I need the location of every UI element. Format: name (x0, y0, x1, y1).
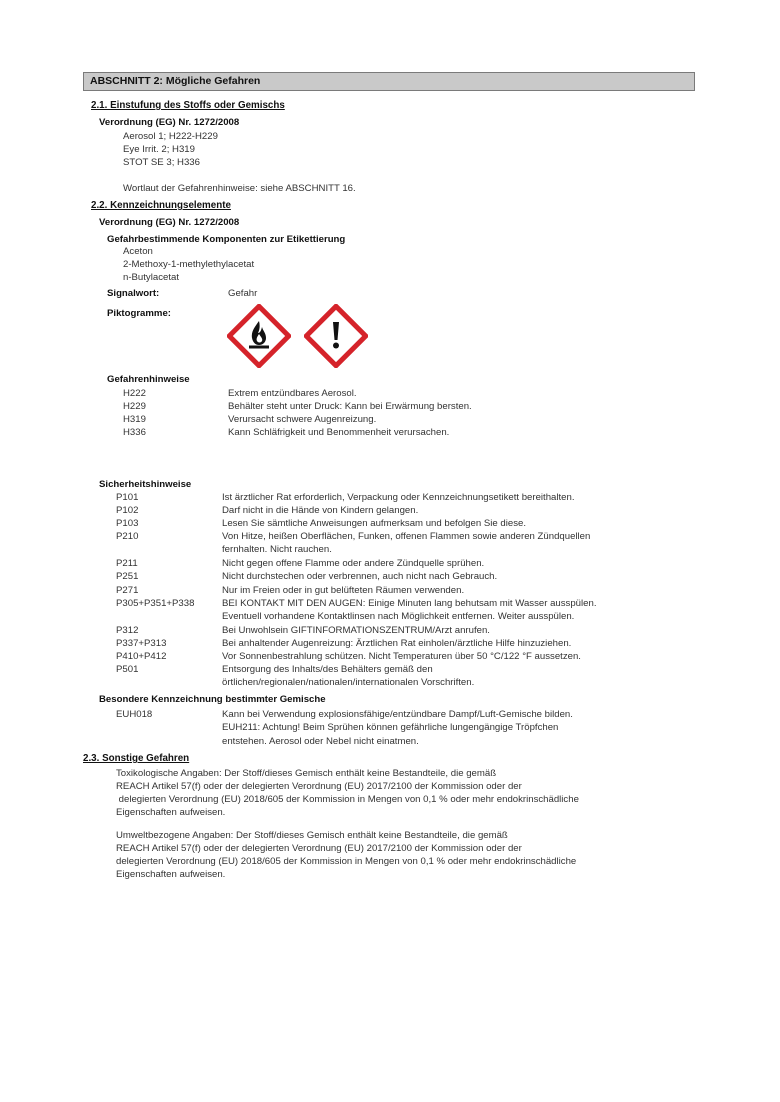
special-code: EUH018 (116, 709, 153, 720)
precaution-code: P501 (116, 664, 139, 675)
env-line: REACH Artikel 57(f) oder der delegierten Verordnung (EU) 2017/2100 der Kommission oder der (116, 843, 522, 854)
component-item: 2-Methoxy-1-methylethylacetat (123, 259, 255, 270)
s22-regulation: Verordnung (EG) Nr. 1272/2008 (99, 217, 240, 228)
precautionary-statements-label: Sicherheitshinweise (99, 479, 192, 490)
env-line: delegierten Verordnung (EU) 2018/605 der Kommission in Mengen von 0,1 % oder mehr endokrinschädliche (116, 856, 577, 867)
s21-regulation: Verordnung (EG) Nr. 1272/2008 (99, 117, 240, 128)
precaution-text: Nicht durchstechen oder verbrennen, auch nicht nach Gebrauch. (222, 571, 498, 582)
tox-line: Eigenschaften aufweisen. (116, 807, 226, 818)
precaution-code: P211 (116, 558, 138, 569)
precaution-text: Eventuell vorhandene Kontaktlinsen nach Möglichkeit entfernen. Weiter ausspülen. (222, 611, 575, 622)
classification-item: STOT SE 3; H336 (123, 157, 200, 168)
precaution-text: Ist ärztlicher Rat erforderlich, Verpackung oder Kennzeichnungsetikett bereithalten. (222, 492, 575, 503)
hazard-code: H319 (123, 414, 146, 425)
hazard-code: H222 (123, 388, 146, 399)
hazard-text: Verursacht schwere Augenreizung. (228, 414, 377, 425)
signal-word-label: Signalwort: (107, 288, 160, 299)
ghs02-flame-icon (227, 304, 291, 368)
special-text: EUH211: Achtung! Beim Sprühen können gefährliche lungengängige Tröpfchen (222, 722, 559, 733)
precaution-code: P210 (116, 531, 139, 542)
precaution-code: P271 (116, 585, 139, 596)
tox-line: Toxikologische Angaben: Der Stoff/dieses Gemisch enthält keine Bestandteile, die gemäß (116, 768, 497, 779)
precaution-text: Nur im Freien oder in gut belüfteten Räumen verwenden. (222, 585, 465, 596)
hazard-code: H229 (123, 401, 146, 412)
classification-item: Eye Irrit. 2; H319 (123, 144, 195, 155)
tox-line: delegierten Verordnung (EU) 2018/605 der Kommission in Mengen von 0,1 % oder mehr endokrinschädliche (116, 794, 579, 805)
precaution-text: Nicht gegen offene Flamme oder andere Zündquelle sprühen. (222, 558, 485, 569)
special-text: entstehen. Aerosol oder Nebel nicht einatmen. (222, 736, 419, 747)
precaution-text: BEI KONTAKT MIT DEN AUGEN: Einige Minuten lang behutsam mit Wasser ausspülen. (222, 598, 597, 609)
pictograms-label: Piktogramme: (107, 308, 171, 319)
precaution-code: P410+P412 (116, 651, 167, 662)
ghs07-exclamation-icon (304, 304, 368, 368)
precaution-code: P305+P351+P338 (116, 598, 195, 609)
precaution-code: P102 (116, 505, 139, 516)
special-labelling-label: Besondere Kennzeichnung bestimmter Gemische (99, 694, 326, 705)
precaution-code: P337+P313 (116, 638, 167, 649)
section-2-1-heading: 2.1. Einstufung des Stoffs oder Gemischs (91, 100, 285, 111)
s21-note: Wortlaut der Gefahrenhinweise: siehe ABSCHNITT 16. (123, 183, 356, 194)
env-line: Umweltbezogene Angaben: Der Stoff/dieses Gemisch enthält keine Bestandteile, die gemäß (116, 830, 508, 841)
toxicological-info (116, 767, 656, 819)
precaution-text: Entsorgung des Inhalts/des Behälters gemäß den (222, 664, 433, 675)
precaution-code: P312 (116, 625, 139, 636)
precaution-code: P103 (116, 518, 139, 529)
hazard-text: Kann Schläfrigkeit und Benommenheit verursachen. (228, 427, 450, 438)
section-2-3-heading: 2.3. Sonstige Gefahren (83, 753, 190, 764)
hazard-statements-label: Gefahrenhinweise (107, 374, 190, 385)
precaution-text: fernhalten. Nicht rauchen. (222, 544, 332, 555)
env-line: Eigenschaften aufweisen. (116, 869, 226, 880)
precaution-text: örtlichen/regionalen/nationalen/internationalen Vorschriften. (222, 677, 475, 688)
special-text: Kann bei Verwendung explosionsfähige/entzündbare Dampf/Luft-Gemische bilden. (222, 709, 573, 720)
precaution-text: Darf nicht in die Hände von Kindern gelangen. (222, 505, 419, 516)
hazard-text: Behälter steht unter Druck: Kann bei Erwärmung bersten. (228, 401, 472, 412)
classification-item: Aerosol 1; H222-H229 (123, 131, 218, 142)
precaution-text: Bei anhaltender Augenreizung: Ärztlichen Rat einholen/ärztliche Hilfe hinzuziehen. (222, 638, 572, 649)
precaution-code: P251 (116, 571, 139, 582)
components-label: Gefahrbestimmende Komponenten zur Etikettierung (107, 234, 346, 245)
section-2-2-heading: 2.2. Kennzeichnungselemente (91, 200, 231, 211)
precaution-text: Vor Sonnenbestrahlung schützen. Nicht Temperaturen über 50 °C/122 °F aussetzen. (222, 651, 581, 662)
precaution-code: P101 (116, 492, 139, 503)
component-item: n-Butylacetat (123, 272, 179, 283)
precaution-text: Lesen Sie sämtliche Anweisungen aufmerksam und befolgen Sie diese. (222, 518, 526, 529)
component-item: Aceton (123, 246, 153, 257)
hazard-text: Extrem entzündbares Aerosol. (228, 388, 357, 399)
signal-word-value: Gefahr (228, 288, 258, 299)
hazard-code: H336 (123, 427, 146, 438)
tox-line: REACH Artikel 57(f) oder der delegierten Verordnung (EU) 2017/2100 der Kommission oder der (116, 781, 522, 792)
section-title-bar: ABSCHNITT 2: Mögliche Gefahren (83, 72, 695, 91)
precaution-text: Von Hitze, heißen Oberflächen, Funken, offenen Flammen sowie anderen Zündquellen (222, 531, 591, 542)
environmental-info (116, 829, 656, 881)
precaution-text: Bei Unwohlsein GIFTINFORMATIONSZENTRUM/Arzt anrufen. (222, 625, 490, 636)
